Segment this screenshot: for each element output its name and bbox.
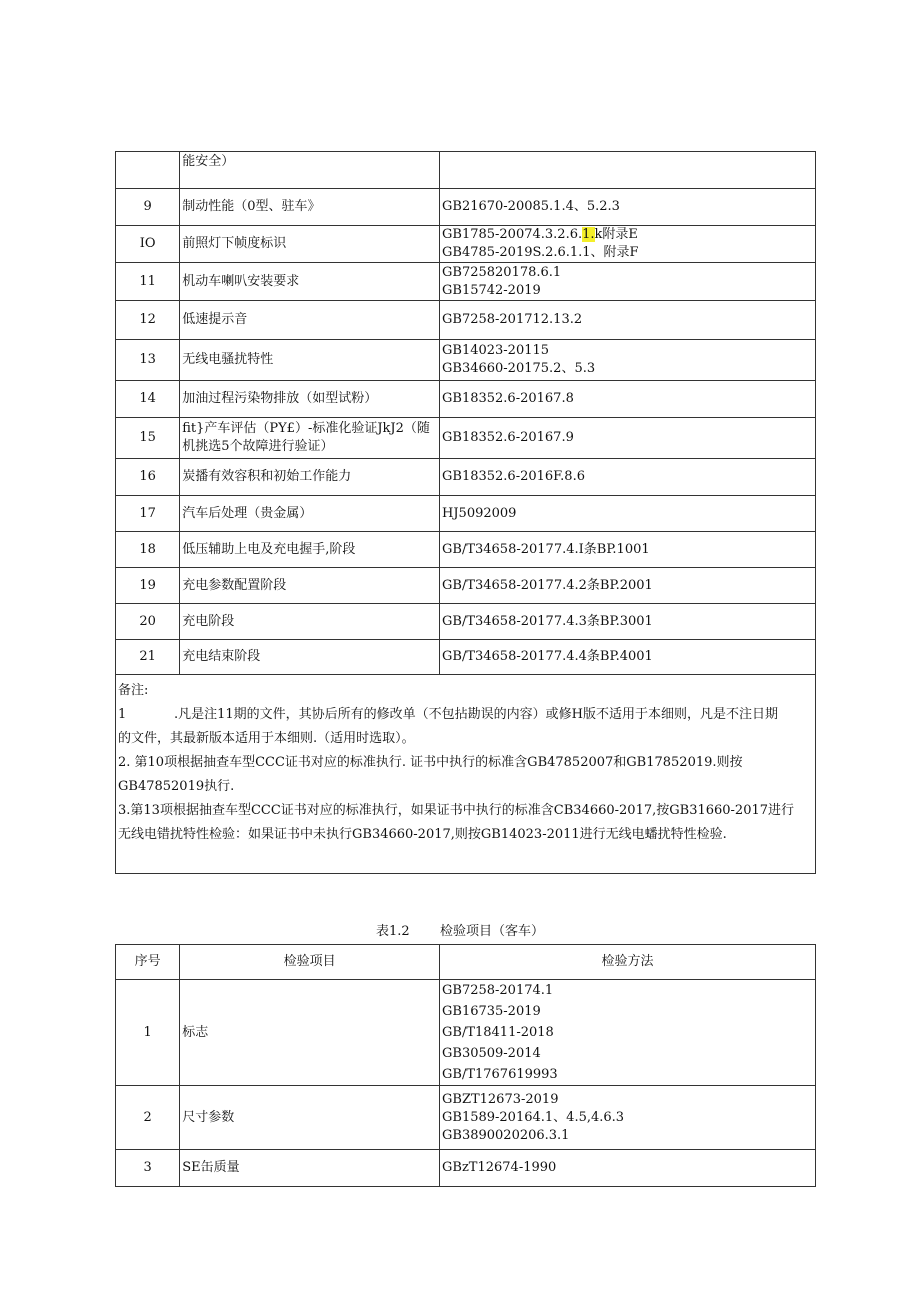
row-method: GB/T34658-20177.4.3条BP.3001 (440, 604, 816, 640)
method-line: GB7258-20174.1 (442, 983, 554, 998)
table-row (116, 381, 816, 418)
note-1-cont: 的文件，其最新版本适用于本细则.（适用时选取）。 (118, 731, 415, 746)
row-method (440, 980, 816, 1086)
method-line: GB725820178.6.1 (442, 264, 562, 280)
row-item: 尺寸参数 (180, 1086, 440, 1150)
table-header-row (116, 945, 816, 980)
row-method (440, 1086, 816, 1150)
row-number: 3 (116, 1150, 180, 1187)
item-line: 机挑选5个故障进行验证） (182, 439, 334, 454)
table-row (116, 640, 816, 675)
row-item: 低压辅助上电及充电握手,阶段 (180, 532, 440, 568)
header-number: 序号 (116, 945, 180, 980)
table-row (116, 189, 816, 226)
row-item (180, 418, 440, 459)
item-line: fit}产车评估（PY£）-标准化验证JkJ2（随 (182, 421, 430, 436)
notes-cell (116, 675, 816, 874)
notes-heading: 备注: (118, 683, 149, 698)
method-line: GBZT12673-2019 (442, 1091, 559, 1107)
row-number: 20 (116, 604, 180, 640)
note-1-number: 1 (118, 707, 127, 722)
table-row (116, 340, 816, 381)
note-3: 3.第13项根据抽查车型CCC证书对应的标准执行，如果证书中执行的标准含CB34660-2017,按GB31660-2017进行 (118, 803, 795, 818)
note-2: 2. 第10项根据抽查车型CCC证书对应的标准执行. 证书中执行的标准含GB47852007和GB17852019.则按 (118, 755, 743, 770)
row-method (440, 152, 816, 189)
table-caption (376, 920, 544, 939)
note-3-cont: 无线电错扰特性检验：如果证书中未执行GB34660-2017,则按GB14023-2011进行无线电蟠扰特性检验. (118, 827, 727, 842)
caption-title: 检验项目（客车） (440, 924, 545, 939)
row-item: 无线电骚扰特性 (180, 340, 440, 381)
row-method: GB/T34658-20177.4.2条BP.2001 (440, 568, 816, 604)
row-item: 前照灯下帧度标识 (180, 226, 440, 263)
row-method: GB21670-20085.1.4、5.2.3 (440, 189, 816, 226)
row-method (440, 340, 816, 381)
row-method: GB/T34658-20177.4.4条BP.4001 (440, 640, 816, 675)
method-line: GB16735-2019 (442, 1004, 541, 1019)
row-number: 16 (116, 459, 180, 496)
row-method: GB/T34658-20177.4.I条BP.1001 (440, 532, 816, 568)
note-1: 1 .凡是注11期的文件，其协后所有的修改单（不包拈勘误的内容）或修H版不适用于本细则，凡是不注日期 (118, 703, 813, 727)
row-item: SE缶质量 (180, 1150, 440, 1187)
table-row (116, 604, 816, 640)
row-number: 21 (116, 640, 180, 675)
notes-row (116, 675, 816, 874)
row-method: GBzT12674-1990 (440, 1150, 816, 1187)
row-item: 汽车后处理（贵金属） (180, 496, 440, 532)
method-line: GB30509-2014 (442, 1046, 541, 1061)
method-line: GB3890020206.3.1 (442, 1127, 570, 1143)
row-item: 制动性能（0型、驻车》 (180, 189, 440, 226)
row-item: 充电结束阶段 (180, 640, 440, 675)
row-number: 1 (116, 980, 180, 1086)
row-item: 充电参数配置阶段 (180, 568, 440, 604)
row-item: 充电阶段 (180, 604, 440, 640)
header-method: 检验方法 (440, 945, 816, 980)
row-item: 能安全） (180, 152, 440, 189)
method-line: GB4785-2019S.2.6.1.1、附录F (442, 245, 639, 260)
method-line: GB15742-2019 (442, 282, 541, 298)
row-number: 12 (116, 301, 180, 340)
table-row (116, 496, 816, 532)
row-number: 9 (116, 189, 180, 226)
row-number: 13 (116, 340, 180, 381)
row-number: IO (116, 226, 180, 263)
row-number: 14 (116, 381, 180, 418)
table-row (116, 532, 816, 568)
row-method: GB18352.6-20167.8 (440, 381, 816, 418)
row-number: 2 (116, 1086, 180, 1150)
row-method (440, 263, 816, 301)
highlight-mark: 1. (582, 227, 595, 242)
method-line: GB/T1767619993 (442, 1067, 558, 1082)
table-row (116, 1086, 816, 1150)
row-number: 11 (116, 263, 180, 301)
inspection-table-continued (115, 151, 816, 874)
inspection-table-bus (115, 944, 816, 1187)
table-row (116, 1150, 816, 1187)
row-method (440, 226, 816, 263)
table-row (116, 263, 816, 301)
table-row (116, 226, 816, 263)
method-line: GB14023-20115 (442, 343, 550, 358)
header-item: 检验项目 (180, 945, 440, 980)
row-number: 17 (116, 496, 180, 532)
row-number: 19 (116, 568, 180, 604)
table-row (116, 301, 816, 340)
row-number: 18 (116, 532, 180, 568)
method-line: GB1589-20164.1、4.5,4.6.3 (442, 1109, 625, 1125)
row-method: HJ5092009 (440, 496, 816, 532)
table-row (116, 418, 816, 459)
row-item: 加油过程污染物排放（如型试粉） (180, 381, 440, 418)
method-line: GB/T18411-2018 (442, 1025, 554, 1040)
table-row (116, 152, 816, 189)
row-number: 15 (116, 418, 180, 459)
table-row (116, 980, 816, 1086)
row-number (116, 152, 180, 189)
row-item: 标志 (180, 980, 440, 1086)
row-item: 机动车喇叭安装要求 (180, 263, 440, 301)
note-2-cont: GB47852019执行. (118, 779, 235, 794)
row-method: GB18352.6-20167.9 (440, 418, 816, 459)
row-item: 低速提示音 (180, 301, 440, 340)
caption-number: 表1.2 (376, 924, 410, 939)
table-row (116, 568, 816, 604)
row-item: 炭播有效容积和初始工作能力 (180, 459, 440, 496)
table-row (116, 459, 816, 496)
row-method: GB7258-201712.13.2 (440, 301, 816, 340)
row-method: GB18352.6-2016F.8.6 (440, 459, 816, 496)
method-line: GB34660-20175.2、5.3 (442, 361, 596, 376)
method-line-highlighted: GB1785-20074.3.2.6.1.k附录E (442, 227, 638, 242)
